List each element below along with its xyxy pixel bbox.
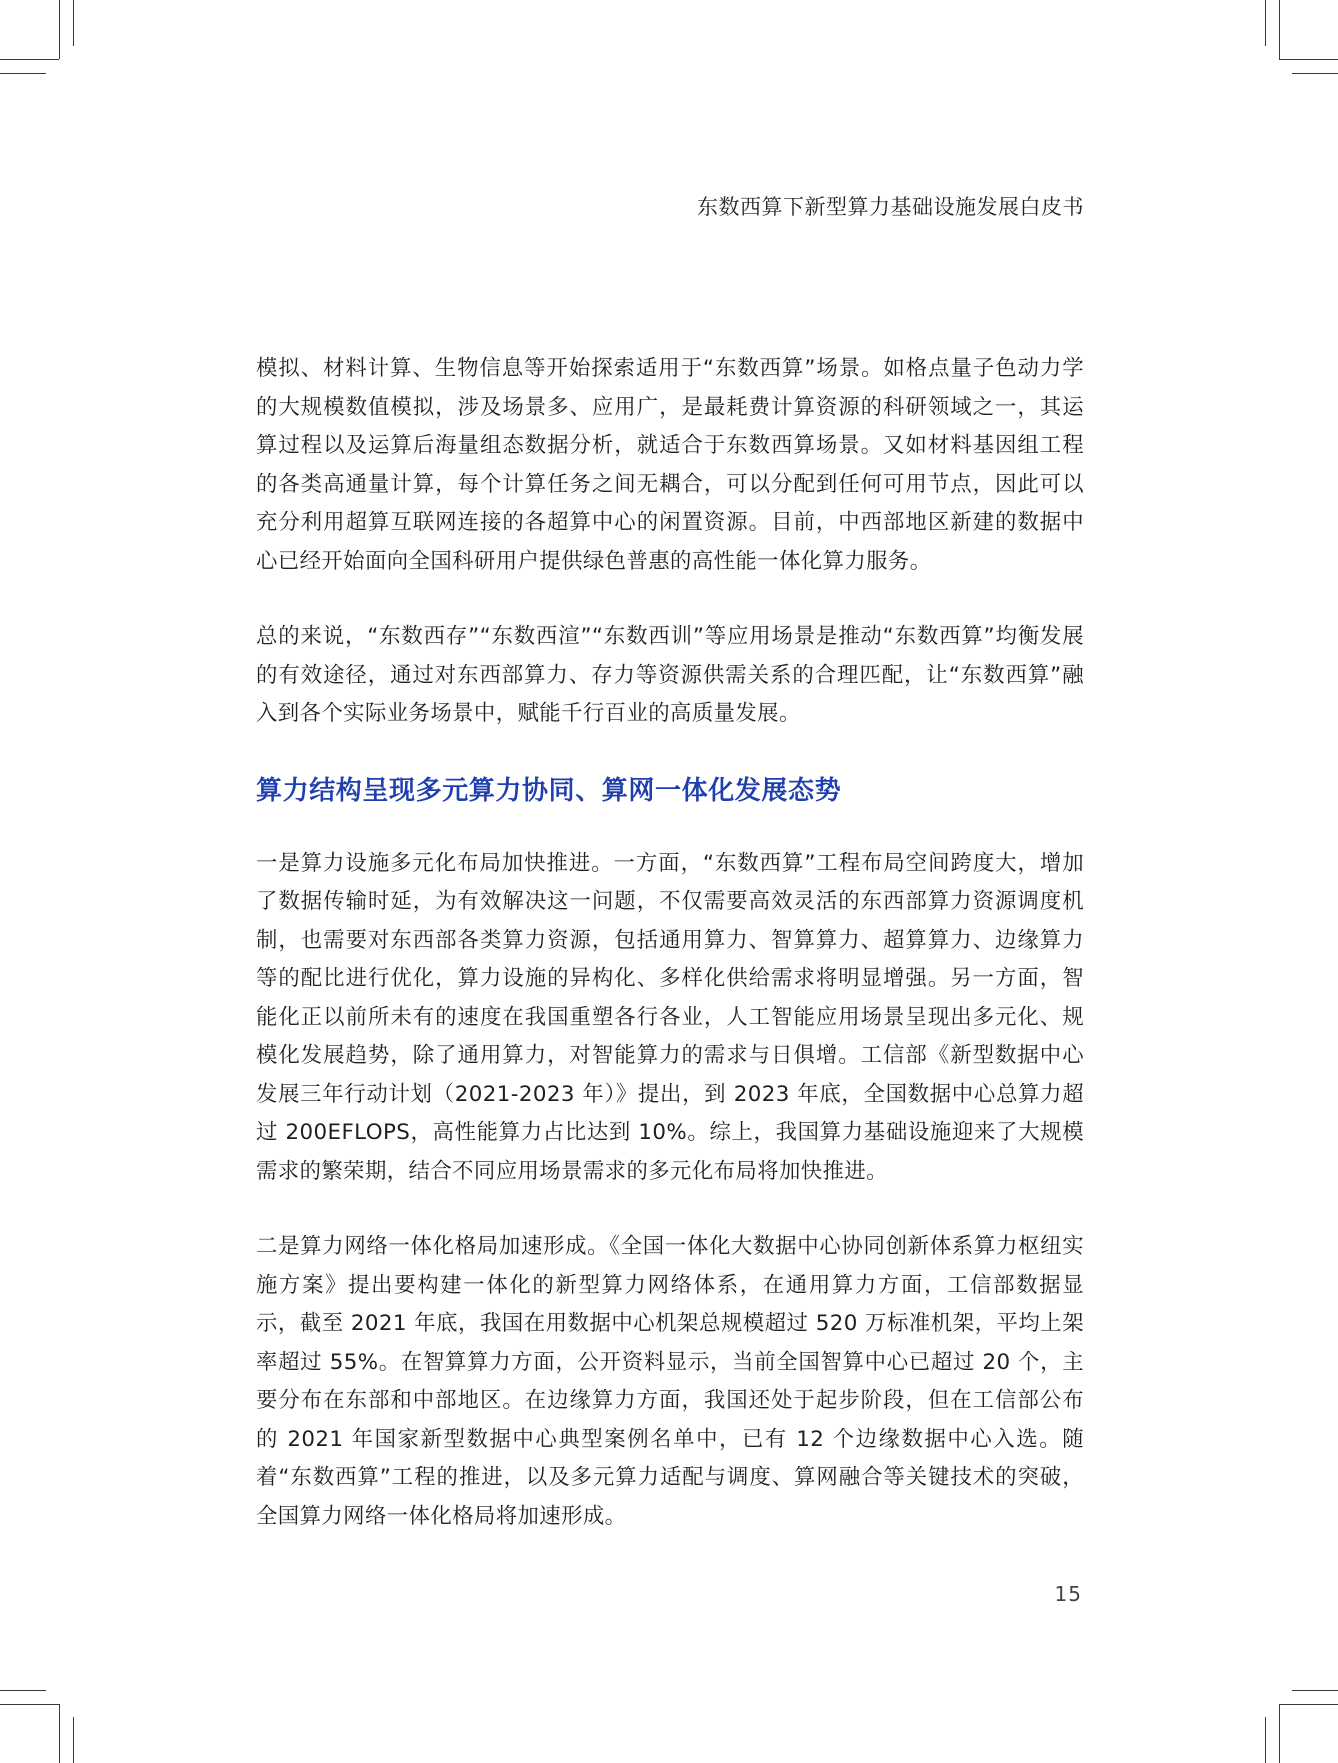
crop-mark-bottom-left-h	[0, 1704, 59, 1705]
crop-mark-bottom-right-h	[1279, 1704, 1338, 1705]
page-number: 15	[1054, 1582, 1082, 1606]
crop-mark-top-right-v	[1279, 0, 1280, 59]
crop-mark-top-right-v2	[1265, 0, 1266, 46]
crop-mark-top-left-h2	[0, 73, 46, 74]
body-paragraph-network-integration: 二是算力网络一体化格局加速形成。《全国一体化大数据中心协同创新体系算力枢纽实施方案》提出要构建一体化的新型算力网络体系，在通用算力方面，工信部数据显示，截至 2021 年底，我国在用数据中心机架总规模超过 520 万标准机架，平均上架率超过 55%。在智算算力方面，公开资料显示，当前全国智算中心已超过 20 个，主要分布在东部和中部地区。在边缘算力方面，我国还处于起步阶段，但在工信部公布的 2021 年国家新型数据中心典型案例名单中，已有 12 个边缘数据中心入选。随着“东数西算”工程的推进，以及多元算力适配与调度、算网融合等关键技术的突破，全国算力网络一体化格局将加速形成。	[256, 1234, 1084, 1529]
crop-mark-bottom-left-v	[59, 1704, 60, 1763]
page-body	[256, 350, 1084, 1536]
crop-mark-top-right-h	[1279, 59, 1338, 60]
crop-mark-bottom-right-v2	[1265, 1717, 1266, 1763]
crop-mark-bottom-left-v2	[73, 1717, 74, 1763]
crop-mark-top-left-h	[0, 59, 59, 60]
crop-mark-bottom-left-h2	[0, 1690, 46, 1691]
running-header: 东数西算下新型算力基础设施发展白皮书	[697, 195, 1084, 219]
body-paragraph-summary: 总的来说，“东数西存”“东数西渲”“东数西训”等应用场景是推动“东数西算”均衡发展的有效途径，通过对东西部算力、存力等资源供需关系的合理匹配，让“东数西算”融入到各个实际业务场景中，赋能千行百业的高质量发展。	[256, 624, 1084, 726]
crop-mark-top-left-v2	[73, 0, 74, 46]
section-heading: 算力结构呈现多元算力协同、算网一体化发展态势	[256, 775, 842, 806]
body-paragraph-diversified-layout: 一是算力设施多元化布局加快推进。一方面，“东数西算”工程布局空间跨度大，增加了数据传输时延，为有效解决这一问题，不仅需要高效灵活的东西部算力资源调度机制，也需要对东西部各类算力资源，包括通用算力、智算算力、超算算力、边缘算力等的配比进行优化，算力设施的异构化、多样化供给需求将明显增强。另一方面，智能化正以前所未有的速度在我国重塑各行各业，人工智能应用场景呈现出多元化、规模化发展趋势，除了通用算力，对智能算力的需求与日俱增。工信部《新型数据中心发展三年行动计划（2021-2023 年）》提出，到 2023 年底，全国数据中心总算力超过 200EFLOPS，高性能算力占比达到 10%。综上，我国算力基础设施迎来了大规模需求的繁荣期，结合不同应用场景需求的多元化布局将加快推进。	[256, 850, 1084, 1184]
crop-mark-top-right-h2	[1292, 73, 1338, 74]
body-paragraph-continued: 模拟、材料计算、生物信息等开始探索适用于“东数西算”场景。如格点量子色动力学的大规模数值模拟，涉及场景多、应用广，是最耗费计算资源的科研领域之一，其运算过程以及运算后海量组态数据分析，就适合于东数西算场景。又如材料基因组工程的各类高通量计算，每个计算任务之间无耦合，可以分配到任何可用节点，因此可以充分利用超算互联网连接的各超算中心的闲置资源。目前，中西部地区新建的数据中心已经开始面向全国科研用户提供绿色普惠的高性能一体化算力服务。	[256, 356, 1084, 574]
crop-mark-bottom-right-h2	[1292, 1690, 1338, 1691]
crop-mark-bottom-right-v	[1279, 1704, 1280, 1763]
crop-mark-top-left-v	[59, 0, 60, 59]
